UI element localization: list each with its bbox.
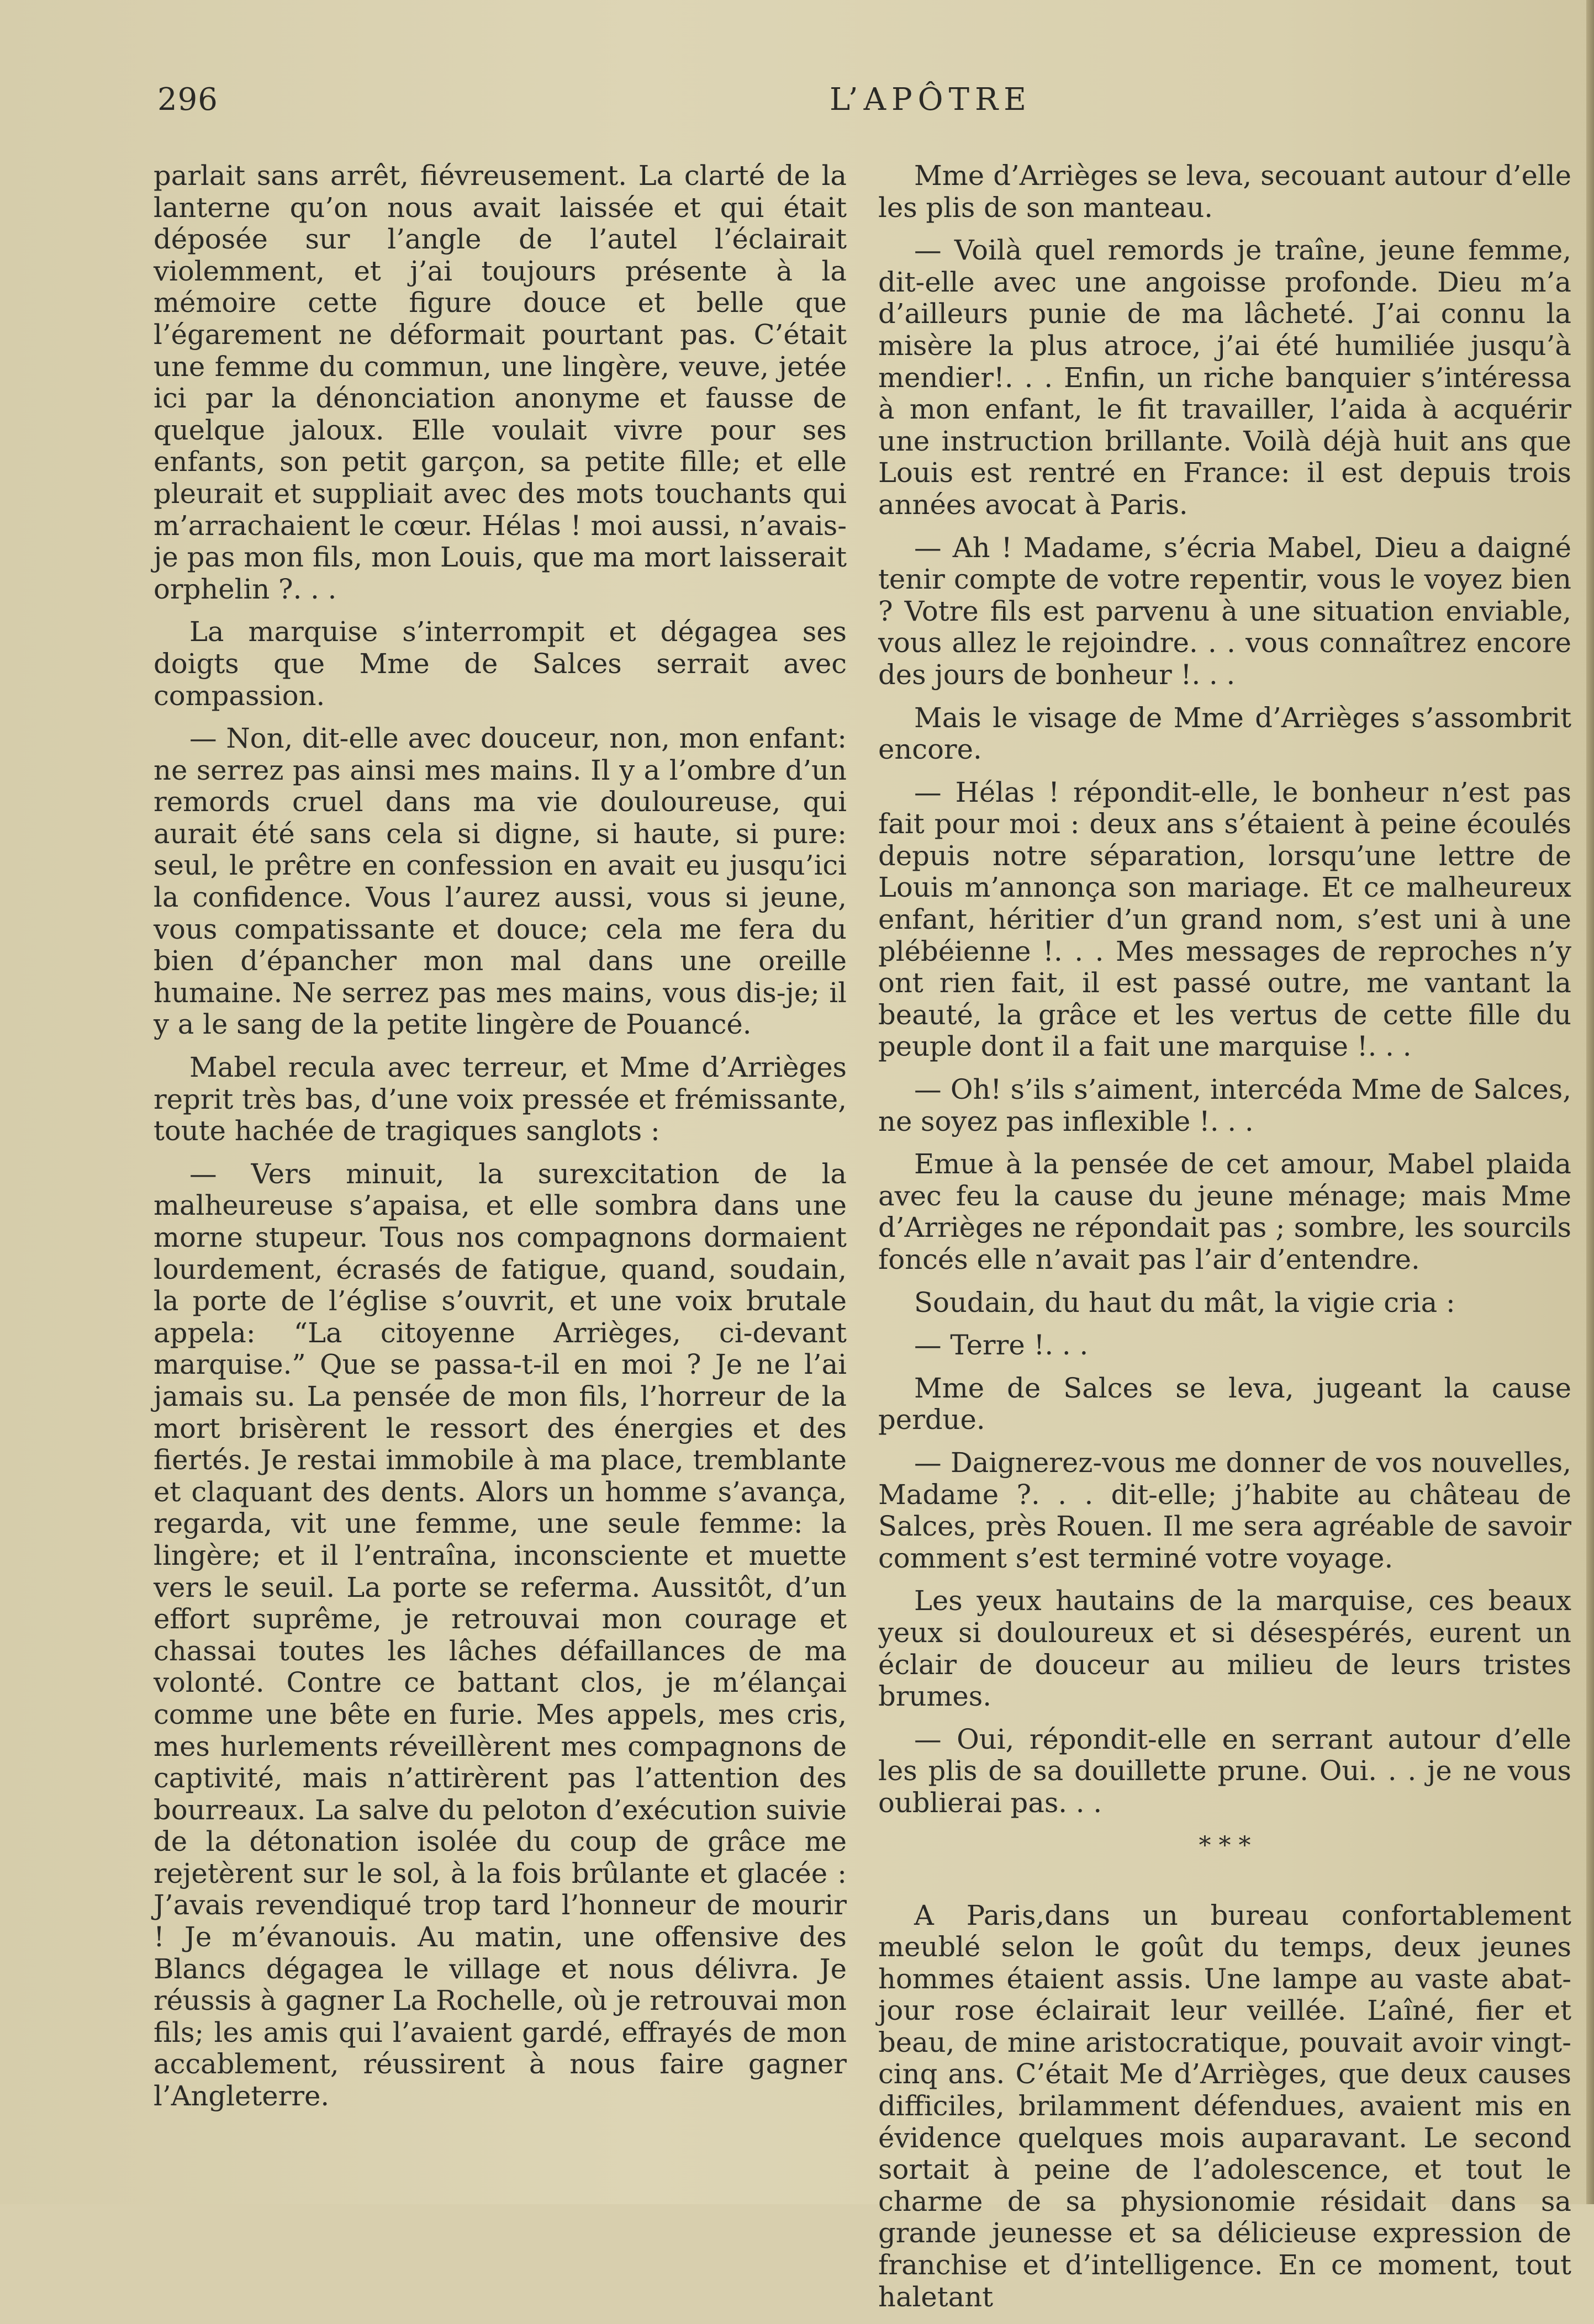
right-column: [878, 160, 1571, 2324]
paragraph: — Hélas ! répondit-elle, le bonheur n’est pas fait pour moi : deux ans s’étaient à peine écoulés depuis notre séparation, lorsqu’une lettre de Louis m’annonça son mariage. Et ce malheureux enfant, héritier d’un grand nom, s’est uni à une plébéienne !. . . Mes messages de reproches n’y ont rien fait, il est passé outre, me vantant la beauté, la grâce et les vertus de cette fille du peuple dont il a fait une marquise !. . .: [878, 776, 1571, 1063]
paragraph: — Terre !. . .: [914, 1329, 1089, 1362]
paragraph: — Oui, répondit-elle en serrant autour d’elle les plis de sa douillette prune. Oui. . . je ne vous oublierai pas. . .: [878, 1723, 1571, 1819]
paragraph: — Oh! s’ils s’aiment, intercéda Mme de Salces, ne soyez pas inflexible !. . .: [878, 1073, 1571, 1137]
paragraph: Mme de Salces se leva, jugeant la cause perdue.: [878, 1372, 1571, 1436]
page-edge-shadow: [1586, 0, 1594, 2204]
section-break-asterisks: * * *: [1199, 1831, 1251, 1860]
paragraph: Emue à la pensée de cet amour, Mabel plaida avec feu la cause du jeune ménage; mais Mme d’Arrièges ne répondait pas ; sombre, les sourcils foncés elle n’avait pas l’air d’entendre.: [878, 1148, 1571, 1275]
running-title: L’APÔTRE: [830, 82, 1032, 118]
paragraph: — Vers minuit, la surexcitation de la malheureuse s’apaisa, et elle sombra dans une morne stupeur. Tous nos compagnons dormaient lourdement, écrasés de fatigue, quand, soudain, la porte de l’église s’ouvrit, et une voix brutale appela: “La citoyenne Arrièges, ci-devant marquise.” Que se passa-t-il en moi ? Je ne l’ai jamais su. La pensée de mon fils, l’horreur de la mort brisèrent le ressort des énergies et des fiertés. Je restai immobile à ma place, tremblante et claquant des dents. Alors un homme s’avança, regarda, vit une femme, une seule femme: la lingère; et il l’entraîna, inconsciente et muette vers le seuil. La porte se referma. Aussitôt, d’un effort suprême, je retrouvai mon courage et chassai toutes les lâches défaillances de ma volonté. Contre ce battant clos, je m’élançai comme une bête en furie. Mes appels, mes cris, mes hurlements réveillèrent mes compagnons de captivité, mais n’attirèrent pas l’attention des bourreaux. La salve du peloton d’exécution suivie de la détonation isolée du coup de grâce me rejetèrent sur le sol, à la fois brûlante et glacée : J’avais revendiqué trop tard l’honneur de mourir ! Je m’évanouis. Au matin, une offensive des Blancs dégagea le village et nous délivra. Je réussis à gagner La Rochelle, où je retrouvai mon fils; les amis qui l’avaient gardé, effrayés de mon accablement, réussirent à nous faire gagner l’Angleterre.: [154, 1157, 847, 2113]
paragraph: Les yeux hautains de la marquise, ces beaux yeux si douloureux et si désespérés, eurent un éclair de douceur au milieu de leurs tristes brumes.: [878, 1585, 1571, 1713]
paragraph: Soudain, du haut du mât, la vigie cria :: [914, 1286, 1455, 1319]
paragraph: — Non, dit-elle avec douceur, non, mon enfant: ne serrez pas ainsi mes mains. Il y a l’ombre d’un remords cruel dans ma vie douloureuse, qui aurait été sans cela si digne, si haute, si pure: seul, le prêtre en confession en avait eu jusqu’ici la confidence. Vous l’aurez aussi, vous si jeune, vous compatissante et douce; cela me fera du bien d’épancher mon mal dans une oreille humaine. Ne serrez pas mes mains, vous dis-je; il y a le sang de la petite lingère de Pouancé.: [154, 722, 847, 1041]
paragraph: — Ah ! Madame, s’écria Mabel, Dieu a daigné tenir compte de votre repentir, vous le voyez bien ? Votre fils est parvenu à une situation enviable, vous allez le rejoindre. . . vous connaîtrez encore des jours de bonheur !. . .: [878, 531, 1571, 691]
paragraph: parlait sans arrêt, fiévreusement. La clarté de la lanterne qu’on nous avait laissée et qui était déposée sur l’angle de l’autel l’éclairait violemment, et j’ai toujours présente à la mémoire cette figure douce et belle que l’égarement ne déformait pourtant pas. C’était une femme du commun, une lingère, veuve, jetée ici par la dénonciation anonyme et fausse de quelque jaloux. Elle voulait vivre pour ses enfants, son petit garçon, sa petite fille; et elle pleurait et suppliait avec des mots touchants qui m’arrachaient le cœur. Hélas ! moi aussi, n’avais-je pas mon fils, mon Louis, que ma mort laisserait orphelin ?. . .: [154, 160, 847, 605]
paragraph: — Daignerez-vous me donner de vos nouvelles, Madame ?. . . dit-elle; j’habite au château de Salces, près Rouen. Il me sera agréable de savoir comment s’est terminé votre voyage.: [878, 1446, 1571, 1574]
left-column: [154, 160, 847, 2124]
page-header: [157, 82, 1571, 126]
paragraph: — Voilà quel remords je traîne, jeune femme, dit-elle avec une angoisse profonde. Dieu m’a d’ailleurs punie de ma lâcheté. J’ai connu la misère la plus atroce, j’ai été humiliée jusqu’à mendier!. . . Enfin, un riche banquier s’intéressa à mon enfant, le fit travailler, l’aida à acquérir une instruction brillante. Voilà déjà huit ans que Louis est rentré en France: il est depuis trois années avocat à Paris.: [878, 234, 1571, 521]
paragraph: Mabel recula avec terreur, et Mme d’Arrièges reprit très bas, d’une voix pressée et frémissante, toute hachée de tragiques sanglots :: [154, 1051, 847, 1147]
paragraph: Mais le visage de Mme d’Arrièges s’assombrit encore.: [878, 701, 1571, 766]
paragraph: A Paris,dans un bureau confortablement meublé selon le goût du temps, deux jeunes hommes étaient assis. Une lampe au vaste abat-jour rose éclairait leur veillée. L’aîné, fier et beau, de mine aristocratique, pouvait avoir vingt-cinq ans. C’était Me d’Arrièges, que deux causes difficiles, brilamment défendues, avaient mis en évidence quelques mois auparavant. Le second sortait à peine de l’adolescence, et tout le charme de sa physionomie résidait dans sa grande jeunesse et sa délicieuse expression de franchise et d’intelligence. En ce moment, tout haletant: [878, 1899, 1571, 2313]
page-number: 296: [157, 82, 218, 118]
paragraph: La marquise s’interrompit et dégagea ses doigts que Mme de Salces serrait avec compassion.: [154, 616, 847, 712]
paragraph: Mme d’Arrièges se leva, secouant autour d’elle les plis de son manteau.: [878, 160, 1571, 224]
